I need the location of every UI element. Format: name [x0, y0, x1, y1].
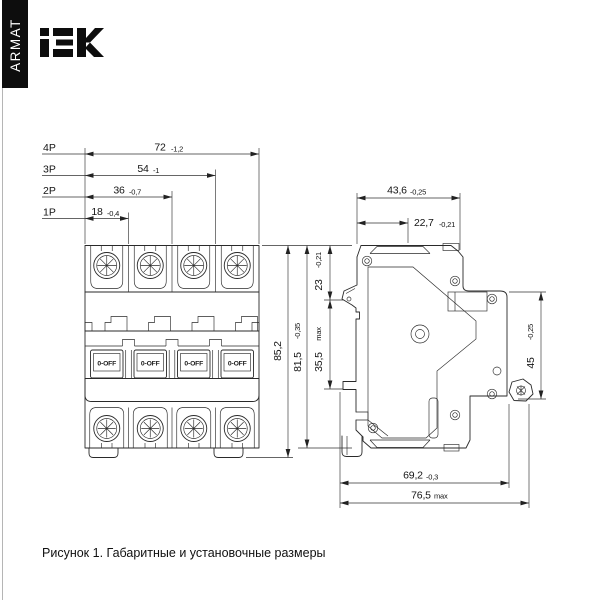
- dim-22-7: 22,7: [414, 217, 434, 229]
- dim-43-6: 43,6: [387, 184, 407, 197]
- dim-36: 36: [113, 184, 125, 197]
- din-clip-foot: [342, 436, 362, 457]
- brand-sidebar: [2, 0, 28, 600]
- svg-text:1P: 1P: [43, 206, 56, 219]
- front-view: [85, 246, 259, 458]
- dim-din-height: [509, 292, 546, 399]
- svg-text:max: max: [434, 491, 448, 501]
- svg-text:-1,2: -1,2: [171, 144, 184, 154]
- dim-45: 45: [525, 357, 537, 369]
- svg-text:4P: 4P: [43, 142, 56, 154]
- svg-text:-0,21: -0,21: [314, 251, 323, 269]
- mounting-foot: [89, 448, 118, 458]
- svg-text:-0,3: -0,3: [426, 472, 439, 482]
- svg-text:-0,35: -0,35: [293, 322, 302, 340]
- sidebar-series-label: ARMAT: [8, 18, 23, 72]
- dim-72: 72: [154, 141, 166, 154]
- dim-pole-widths: [42, 142, 259, 245]
- svg-text:-0,21: -0,21: [439, 220, 456, 229]
- dim-heights: [246, 246, 352, 458]
- side-view: [342, 244, 533, 457]
- dim-69-2: 69,2: [403, 469, 423, 482]
- svg-text:-0,4: -0,4: [107, 209, 120, 218]
- svg-text:2P: 2P: [43, 185, 56, 197]
- dim-18: 18: [91, 206, 103, 218]
- dim-54: 54: [137, 163, 149, 175]
- svg-text:-0,25: -0,25: [410, 187, 427, 197]
- dim-76-5: 76,5: [411, 489, 431, 502]
- dim-depths: [340, 392, 529, 508]
- din-clip-screw: [509, 379, 533, 401]
- svg-text:-0,25: -0,25: [526, 323, 535, 341]
- dim-81-5: 81,5: [292, 352, 304, 372]
- dim-23: 23: [313, 279, 325, 291]
- dim-85-2: 85,2: [272, 341, 284, 361]
- figure-caption: Рисунок 1. Габаритные и установочные размеры: [42, 546, 326, 560]
- mounting-foot: [214, 448, 243, 458]
- dim-side-top: [357, 185, 460, 251]
- iek-logo: [40, 28, 104, 57]
- svg-text:-0,7: -0,7: [129, 187, 142, 197]
- dim-35-5: 35,5: [313, 352, 325, 372]
- svg-text:3P: 3P: [43, 163, 56, 176]
- svg-text:-1: -1: [153, 166, 160, 175]
- svg-text:max: max: [314, 327, 323, 341]
